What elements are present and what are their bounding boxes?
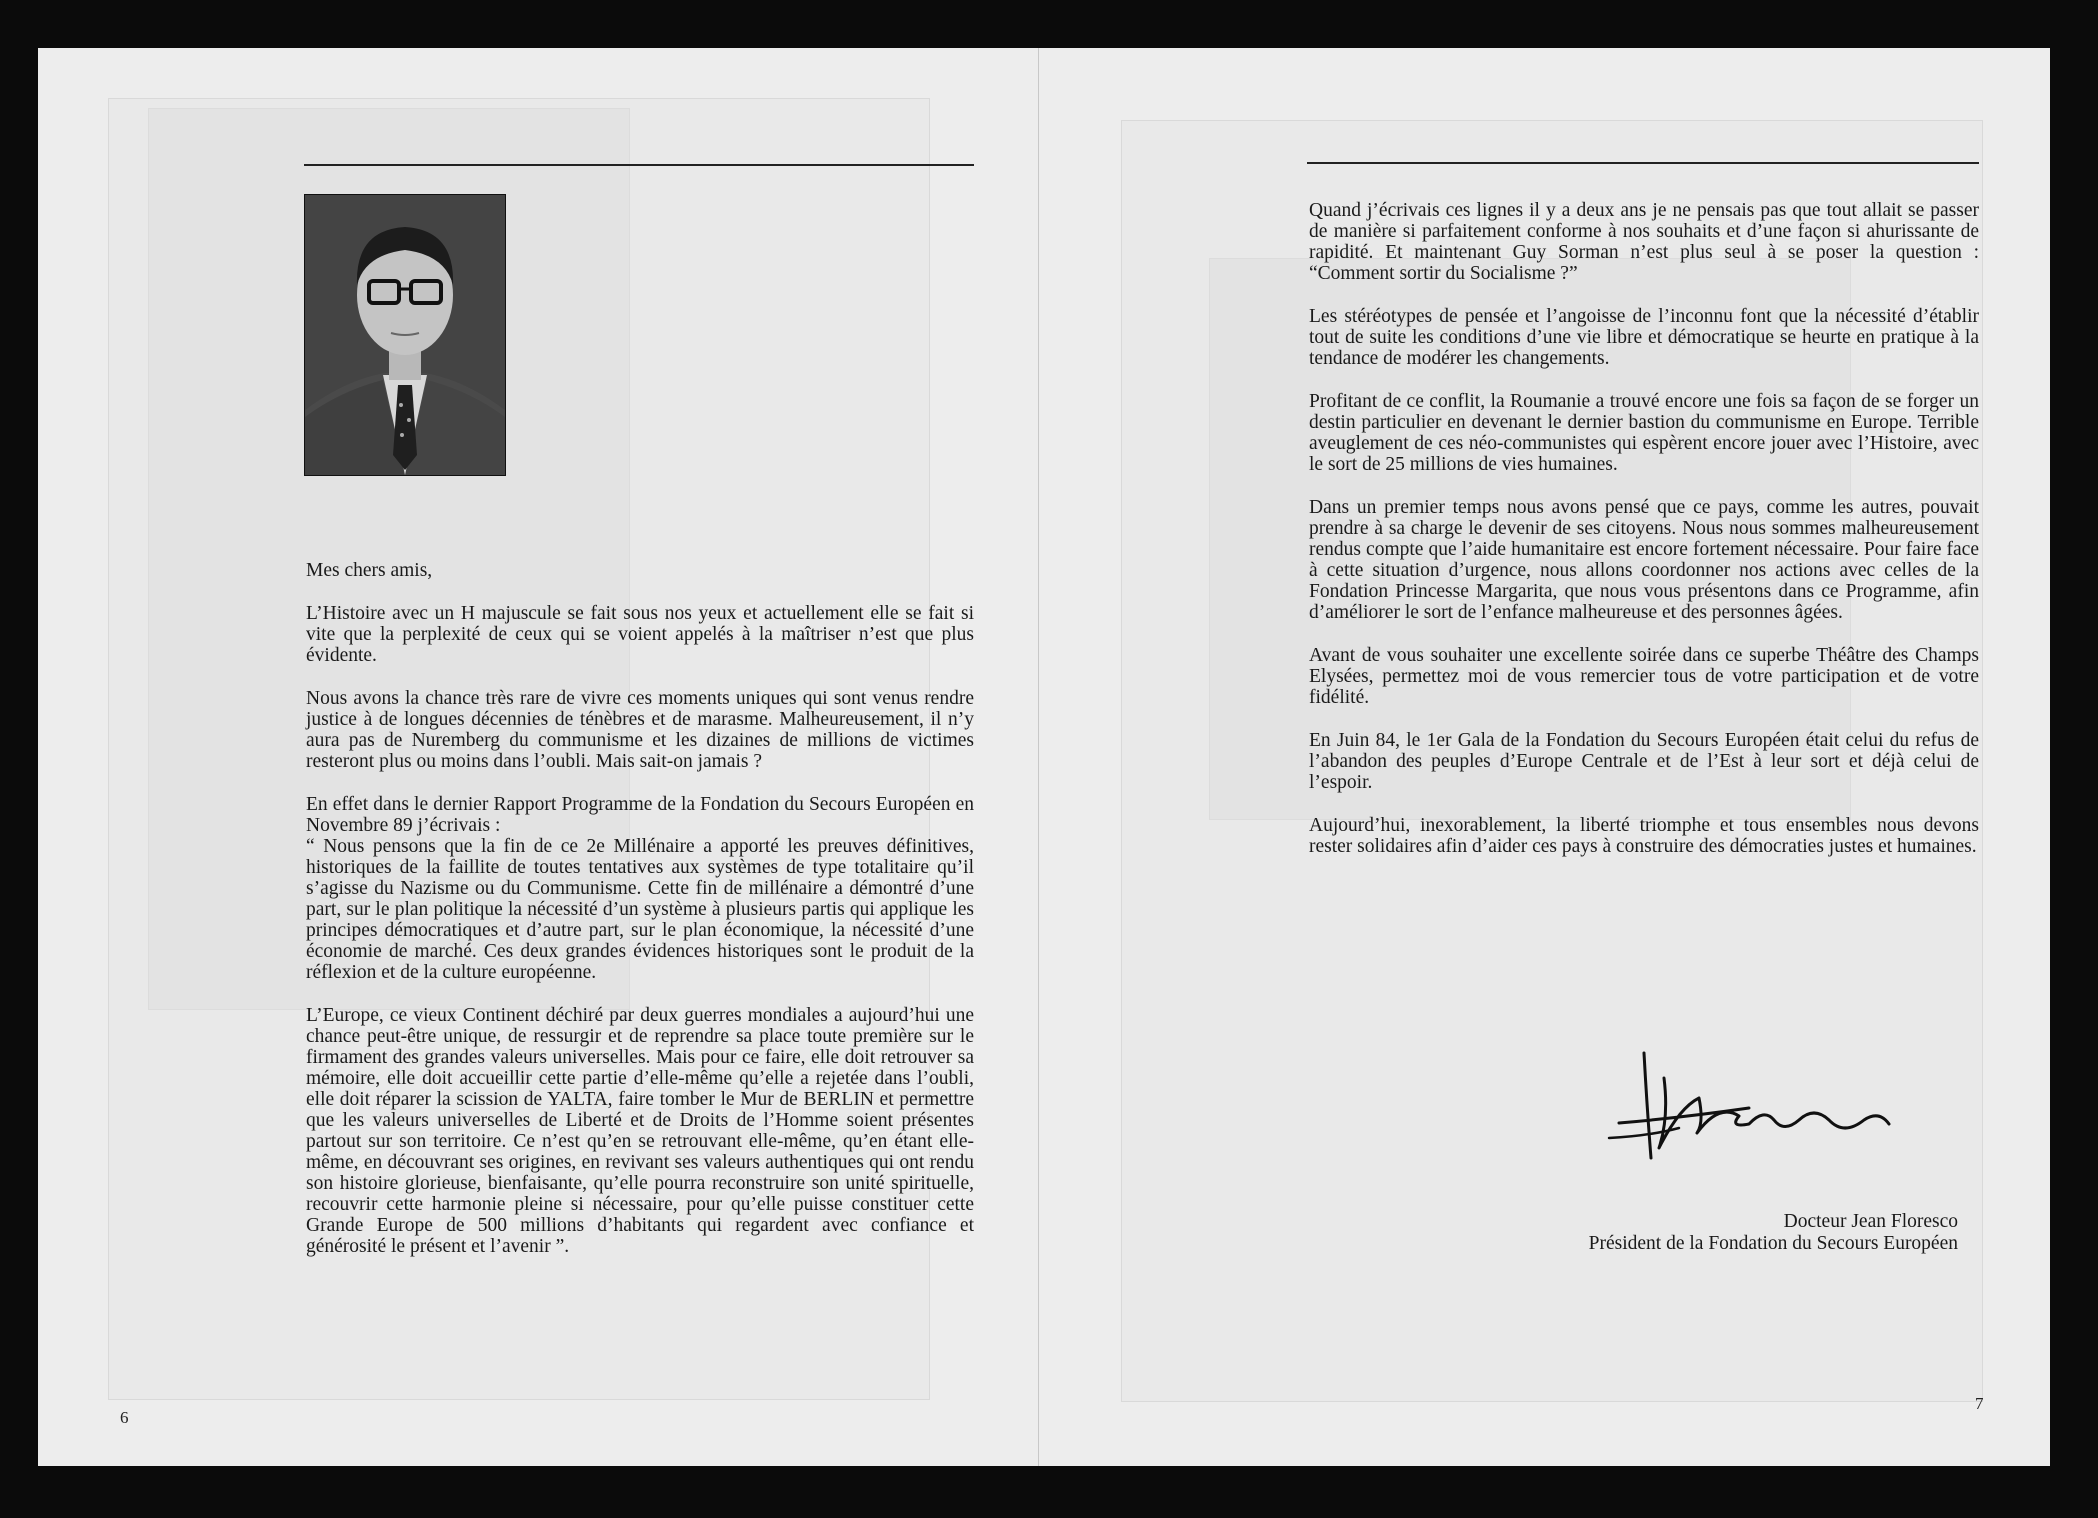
paragraph: Quand j’écrivais ces lignes il y a deux ans je ne pensais pas que tout allait se passer de manière si parfaitement conforme à nos souhaits et d’une façon si ahurissante de rapidité. Et maintenant Guy Sorman n’est plus seul à se poser la question : “Comment sortir du Socialisme ?” <box>1309 200 1979 284</box>
page-number: 7 <box>1975 1394 1984 1413</box>
handwritten-signature <box>1589 1028 1919 1178</box>
right-page <box>1038 48 2050 1466</box>
paragraph: En effet dans le dernier Rapport Programme de la Fondation du Secours Européen en Novembre 89 j’écrivais : <box>306 794 974 836</box>
quote-paragraph: “ Nous pensons que la fin de ce 2e Millénaire a apporté les preuves définitives, historiques de la faillite de toutes tentatives aux systèmes de type totalitaire qu’il s’agisse du Nazisme ou du Communisme. Cette fin de millénaire a démontré d’une part, sur le plan politique la nécessité d’un système à plusieurs partis qui applique les principes démocratiques et d’autre part, sur le plan économique, la nécessité d’une économie de marché. Ces deux grandes évidences historiques sont le produit de la réflexion et de la culture européenne. <box>306 836 974 983</box>
paragraph: L’Europe, ce vieux Continent déchiré par deux guerres mondiales a aujourd’hui une chance peut-être unique, de ressurgir et de reprendre sa place toute première sur le firmament des grandes valeurs universelles. Mais pour ce faire, elle doit retrouver sa mémoire, elle doit accueillir cette partie d’elle-même qu’elle a rejetée dans l’oubli, elle doit réparer la scission de YALTA, faire tomber le Mur de BERLIN et permettre que les valeurs universelles de Liberté et de Droits de l’Homme soient présentes partout sur son territoire. Ce n’est qu’en se retrouvant elle-même, qu’en étant elle-même, en découvrant ses origines, en revivant ses valeurs authentiques qui ont rendu son histoire glorieuse, bienfaisante, qu’elle pourra reconstruire son unité spirituelle, recouvrir cette harmonie pleine si nécessaire, pour qu’elle puisse constituer cette Grande Europe de 500 millions d’habitants qui regardent avec confiance et générosité le présent et l’avenir ”. <box>306 1005 974 1257</box>
signatory-title: Président de la Fondation du Secours Européen <box>1588 1233 1958 1254</box>
paragraph: L’Histoire avec un H majuscule se fait sous nos yeux et actuellement elle se fait si vite que la perplexité de ceux qui se voient appelés à la maîtriser n’est que plus évidente. <box>306 603 974 666</box>
right-letter-body <box>1309 200 1979 879</box>
left-page <box>38 48 1038 1466</box>
greeting: Mes chers amis, <box>306 560 433 581</box>
paragraph: Aujourd’hui, inexorablement, la liberté triomphe et tous ensembles nous devons rester solidaires afin d’aider ces pays à construire des démocraties justes et humaines. <box>1309 815 1979 857</box>
paragraph: Avant de vous souhaiter une excellente soirée dans ce superbe Théâtre des Champs Elysées, permettez moi de vous remercier tous de votre participation et de votre fidélité. <box>1309 645 1979 708</box>
signature-block <box>1589 1211 1958 1255</box>
page-number: 6 <box>120 1408 129 1427</box>
paragraph: En Juin 84, le 1er Gala de la Fondation du Secours Européen était celui du refus de l’abandon des peuples d’Europe Centrale et de l’Est à leur sort et déjà celui de l’espoir. <box>1309 730 1979 793</box>
top-rule <box>1307 162 1979 164</box>
paragraph: Nous avons la chance très rare de vivre ces moments uniques qui sont venus rendre justice à de longues décennies de ténèbres et de marasme. Malheureusement, il n’y aura pas de Nuremberg du communisme et les dizaines de millions de victimes resteront plus ou moins dans l’oubli. Mais sait-on jamais ? <box>306 688 974 772</box>
top-rule <box>304 164 974 166</box>
paragraph: Les stéréotypes de pensée et l’angoisse de l’inconnu font que la nécessité d’établir tout de suite les conditions d’une vie libre et démocratique se heurte en pratique à la tendance de modérer les changements. <box>1309 306 1979 369</box>
paragraph: Profitant de ce conflit, la Roumanie a trouvé encore une fois sa façon de se forger un destin particulier en devenant le dernier bastion du communisme en Europe. Terrible aveuglement de ces néo-communistes qui espèrent encore jouer avec l’Histoire, avec le sort de 25 millions de vies humaines. <box>1309 391 1979 475</box>
paragraph: Dans un premier temps nous avons pensé que ce pays, comme les autres, pouvait prendre à sa charge le devenir de ses citoyens. Nous nous sommes malheureusement rendus compte que l’aide humanitaire est encore fortement nécessaire. Pour faire face à cette situation d’urgence, nous allons coordonner nos actions avec celles de la Fondation Princesse Margarita, que nous vous présentons dans ce Programme, afin d’améliorer le sort de l’enfance malheureuse et des personnes âgées. <box>1309 497 1979 623</box>
signatory-name: Docteur Jean Floresco <box>1783 1211 1958 1232</box>
portrait-photo <box>304 194 506 476</box>
left-letter-body <box>306 560 974 1279</box>
